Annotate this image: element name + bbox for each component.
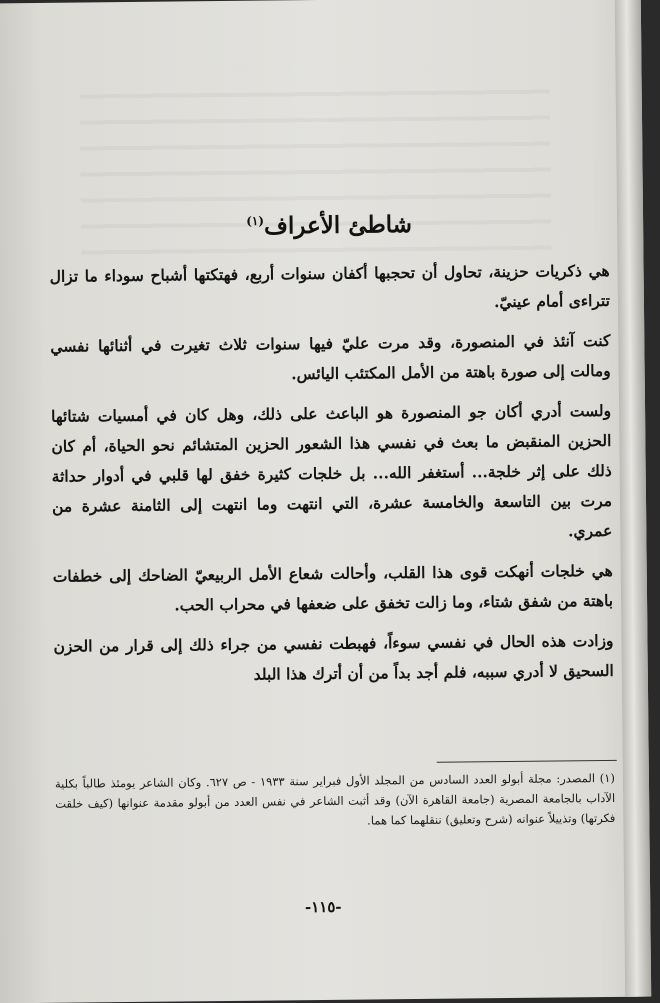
page-edge [615, 0, 651, 997]
paragraph-5: وزادت هذه الحال في نفسي سوءاً، فهبطت نفسي من جراء ذلك إلى قرار من الحزن السحيق لا أدري سببه، فلم أجد بداً من أن أترك هذا البلد [53, 630, 614, 684]
paragraph-3: ولست أدري أكان جو المنصورة هو الباعث على ذلك، وهل كان في أمسيات شتائها الحزين المنقبض ما بعث في نفسي هذا الشعور الحزين المتشائم نحو الحياة، أم كان ذلك على إثر خلجة... أستغفر الله... بل خلجات كثيرة خفق لها قلبي في أدوار حداثة مرت بين التاسعة والخامسة عشرة، التي انتهت وما انتهت إلى الثامنة عشرة من عمري. [51, 400, 613, 541]
poem-title [49, 209, 609, 242]
main-text [49, 209, 614, 702]
paragraph-4: هي خلجات أنهكت قوى هذا القلب، وأحالت شعاع الأمل الربيعيّ الضاحك إلى خطفات باهتة من شفق شتاء، وما زالت تخفق على ضعفها في محراب الحب. [52, 560, 614, 615]
paragraph-1: هي ذكريات حزينة، تحاول أن تحجبها أكفان سنوات أربع، فهتكتها أشباح سوداء ما تزال تتراءى أمام عينيّ. [49, 260, 611, 312]
paragraph-2: كنت آنئذ في المنصورة، وقد مرت عليّ فيها سنوات ثلاث تغيرت في أثنائها نفسي ومالت إلى صورة باهتة من الأمل المكتئب اليائس. [50, 330, 611, 384]
title-text: شاطئ الأعراف [263, 211, 413, 240]
page-number: -١١٥- [304, 897, 342, 917]
footnote: (١) المصدر: مجلة أبولو العدد السادس من المجلد الأول فبراير سنة ١٩٣٣ - ص ٦٢٧. وكان الشاعر يومئذ طالباً بكلية الآداب بالجامعة المصرية (جامعة القاهرة الآن) وقد أثبت الشاعر في نفس العدد من أبولو مقدمة عنوانها (كيف خلقت فكرتها) وتذييلاً عنوانه (شرح وتعليق) ننقلهما كما هما. [54, 770, 616, 828]
footnote-rule [437, 760, 617, 763]
title-footnote-mark: (١) [246, 213, 265, 229]
